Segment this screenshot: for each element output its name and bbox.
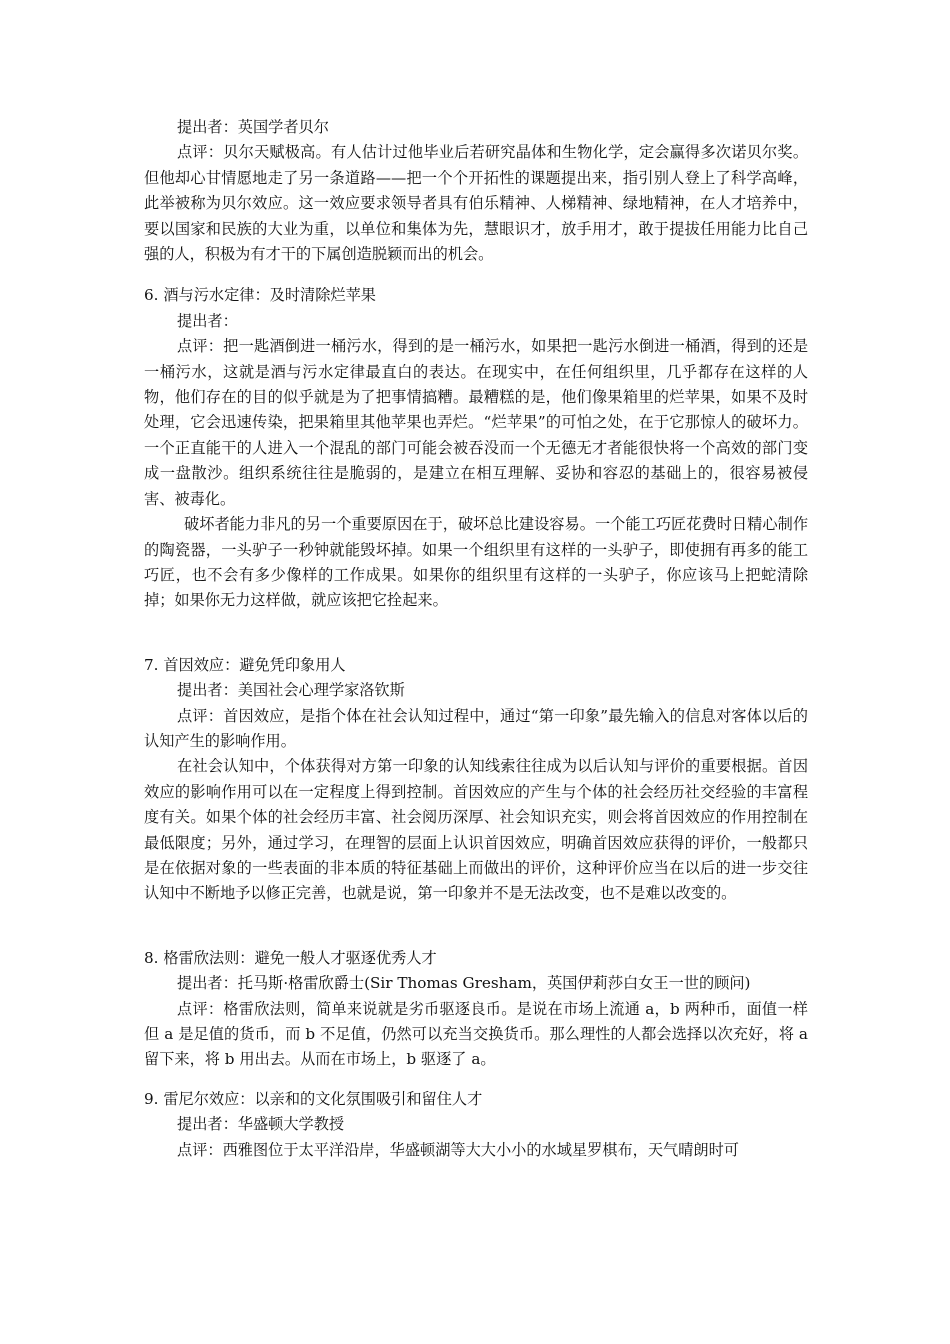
body-paragraph: 在社会认知中，个体获得对方第一印象的认知线索往往成为以后认知与评价的重要根据。首因效应的影响作用可以在一定程度上得到控制。首因效应的产生与个体的社会经历社交经验的丰富程度有关。如果个体的社会经历丰富、社会阅历深厚、社会知识充实，则会将首因效应的作用控制在最低限度；另外，通过学习，在理智的层面上认识首因效应，明确首因效应获得的评价，一般都只是在依据对象的一些表面的非本质的特征基础上而做出的评价，这种评价应当在以后的进一步交往认知中不断地予以修正完善，也就是说，第一印象并不是无法改变，也不是难以改变的。 xyxy=(144,757,808,903)
comment-paragraph: 点评：首因效应，是指个体在社会认知过程中，通过“第一印象”最先输入的信息对客体以后的认知产生的影响作用。 xyxy=(144,706,808,750)
comment-paragraph: 点评：格雷欣法则，简单来说就是劣币驱逐良币。是说在市场上流通 a，b 两种币，面值一样但 a 是足值的货币，而 b 不足值，仍然可以充当交换货币。那么理性的人都会选择以次充好，将 a 留下来，将 b 用出去。从而在市场上，b 驱逐了 a。 xyxy=(144,999,808,1069)
section-bell-effect xyxy=(144,115,808,267)
section-wine-and-sewage-law xyxy=(144,283,808,613)
proposer-line: 提出者：美国社会心理学家洛钦斯 xyxy=(177,681,405,700)
proposer-line: 提出者：华盛顿大学教授 xyxy=(177,1115,345,1134)
spacer xyxy=(144,1073,808,1087)
proposer-line: 提出者：托马斯·格雷欣爵士(Sir Thomas Gresham，英国伊莉莎白女王一世的顾问) xyxy=(177,974,751,993)
section-gresham-law xyxy=(144,946,808,1073)
proposer-line: 提出者：英国学者贝尔 xyxy=(177,118,329,136)
spacer xyxy=(144,907,808,946)
section-primacy-effect xyxy=(144,653,808,907)
document-body xyxy=(144,115,808,1163)
section-heading: 7. 首因效应：避免凭印象用人 xyxy=(144,655,346,674)
spacer xyxy=(144,267,808,283)
comment-paragraph: 点评：西雅图位于太平洋沿岸，华盛顿湖等大大小小的水域星罗棋布，天气晴朗时可 xyxy=(177,1140,739,1159)
section-rainier-effect xyxy=(144,1087,808,1163)
comment-paragraph: 点评：贝尔天赋极高。有人估计过他毕业后若研究晶体和生物化学，定会赢得多次诺贝尔奖。但他却心甘情愿地走了另一条道路——把一个个开拓性的课题提出来，指引别人登上了科学高峰，此举被称为贝尔效应。这一效应要求领导者具有伯乐精神、人梯精神、绿地精神，在人才培养中，要以国家和民族的大业为重，以单位和集体为先，慧眼识才，放手用才，敢于提拔任用能力比自己强的人，积极为有才干的下属创造脱颖而出的机会。 xyxy=(144,143,808,264)
comment-paragraph: 点评：把一匙酒倒进一桶污水，得到的是一桶污水，如果把一匙污水倒进一桶酒，得到的还是一桶污水，这就是酒与污水定律最直白的表达。在现实中，在任何组织里，几乎都存在这样的人物，他们存在的目的似乎就是为了把事情搞糟。最糟糕的是，他们像果箱里的烂苹果，如果不及时处理，它会迅速传染，把果箱里其他苹果也弄烂。“烂苹果”的可怕之处，在于它那惊人的破坏力。一个正直能干的人进入一个混乱的部门可能会被吞没而一个无德无才者能很快将一个高效的部门变成一盘散沙。组织系统往往是脆弱的，是建立在相互理解、妥协和容忍的基础上的，很容易被侵害、被毒化。 xyxy=(144,337,808,508)
proposer-line: 提出者： xyxy=(177,311,238,330)
body-paragraph: 破坏者能力非凡的另一个重要原因在于，破坏总比建设容易。一个能工巧匠花费时日精心制作的陶瓷器，一头驴子一秒钟就能毁坏掉。如果一个组织里有这样的一头驴子，即使拥有再多的能工巧匠，也不会有多少像样的工作成果。如果你的组织里有这样的一头驴子，你应该马上把蛇清除掉；如果你无力这样做，就应该把它拴起来。 xyxy=(144,515,808,610)
section-heading: 6. 酒与污水定律：及时清除烂苹果 xyxy=(144,286,376,305)
section-heading: 9. 雷尼尔效应：以亲和的文化氛围吸引和留住人才 xyxy=(144,1089,483,1108)
spacer xyxy=(144,614,808,653)
section-heading: 8. 格雷欣法则：避免一般人才驱逐优秀人才 xyxy=(144,948,437,967)
